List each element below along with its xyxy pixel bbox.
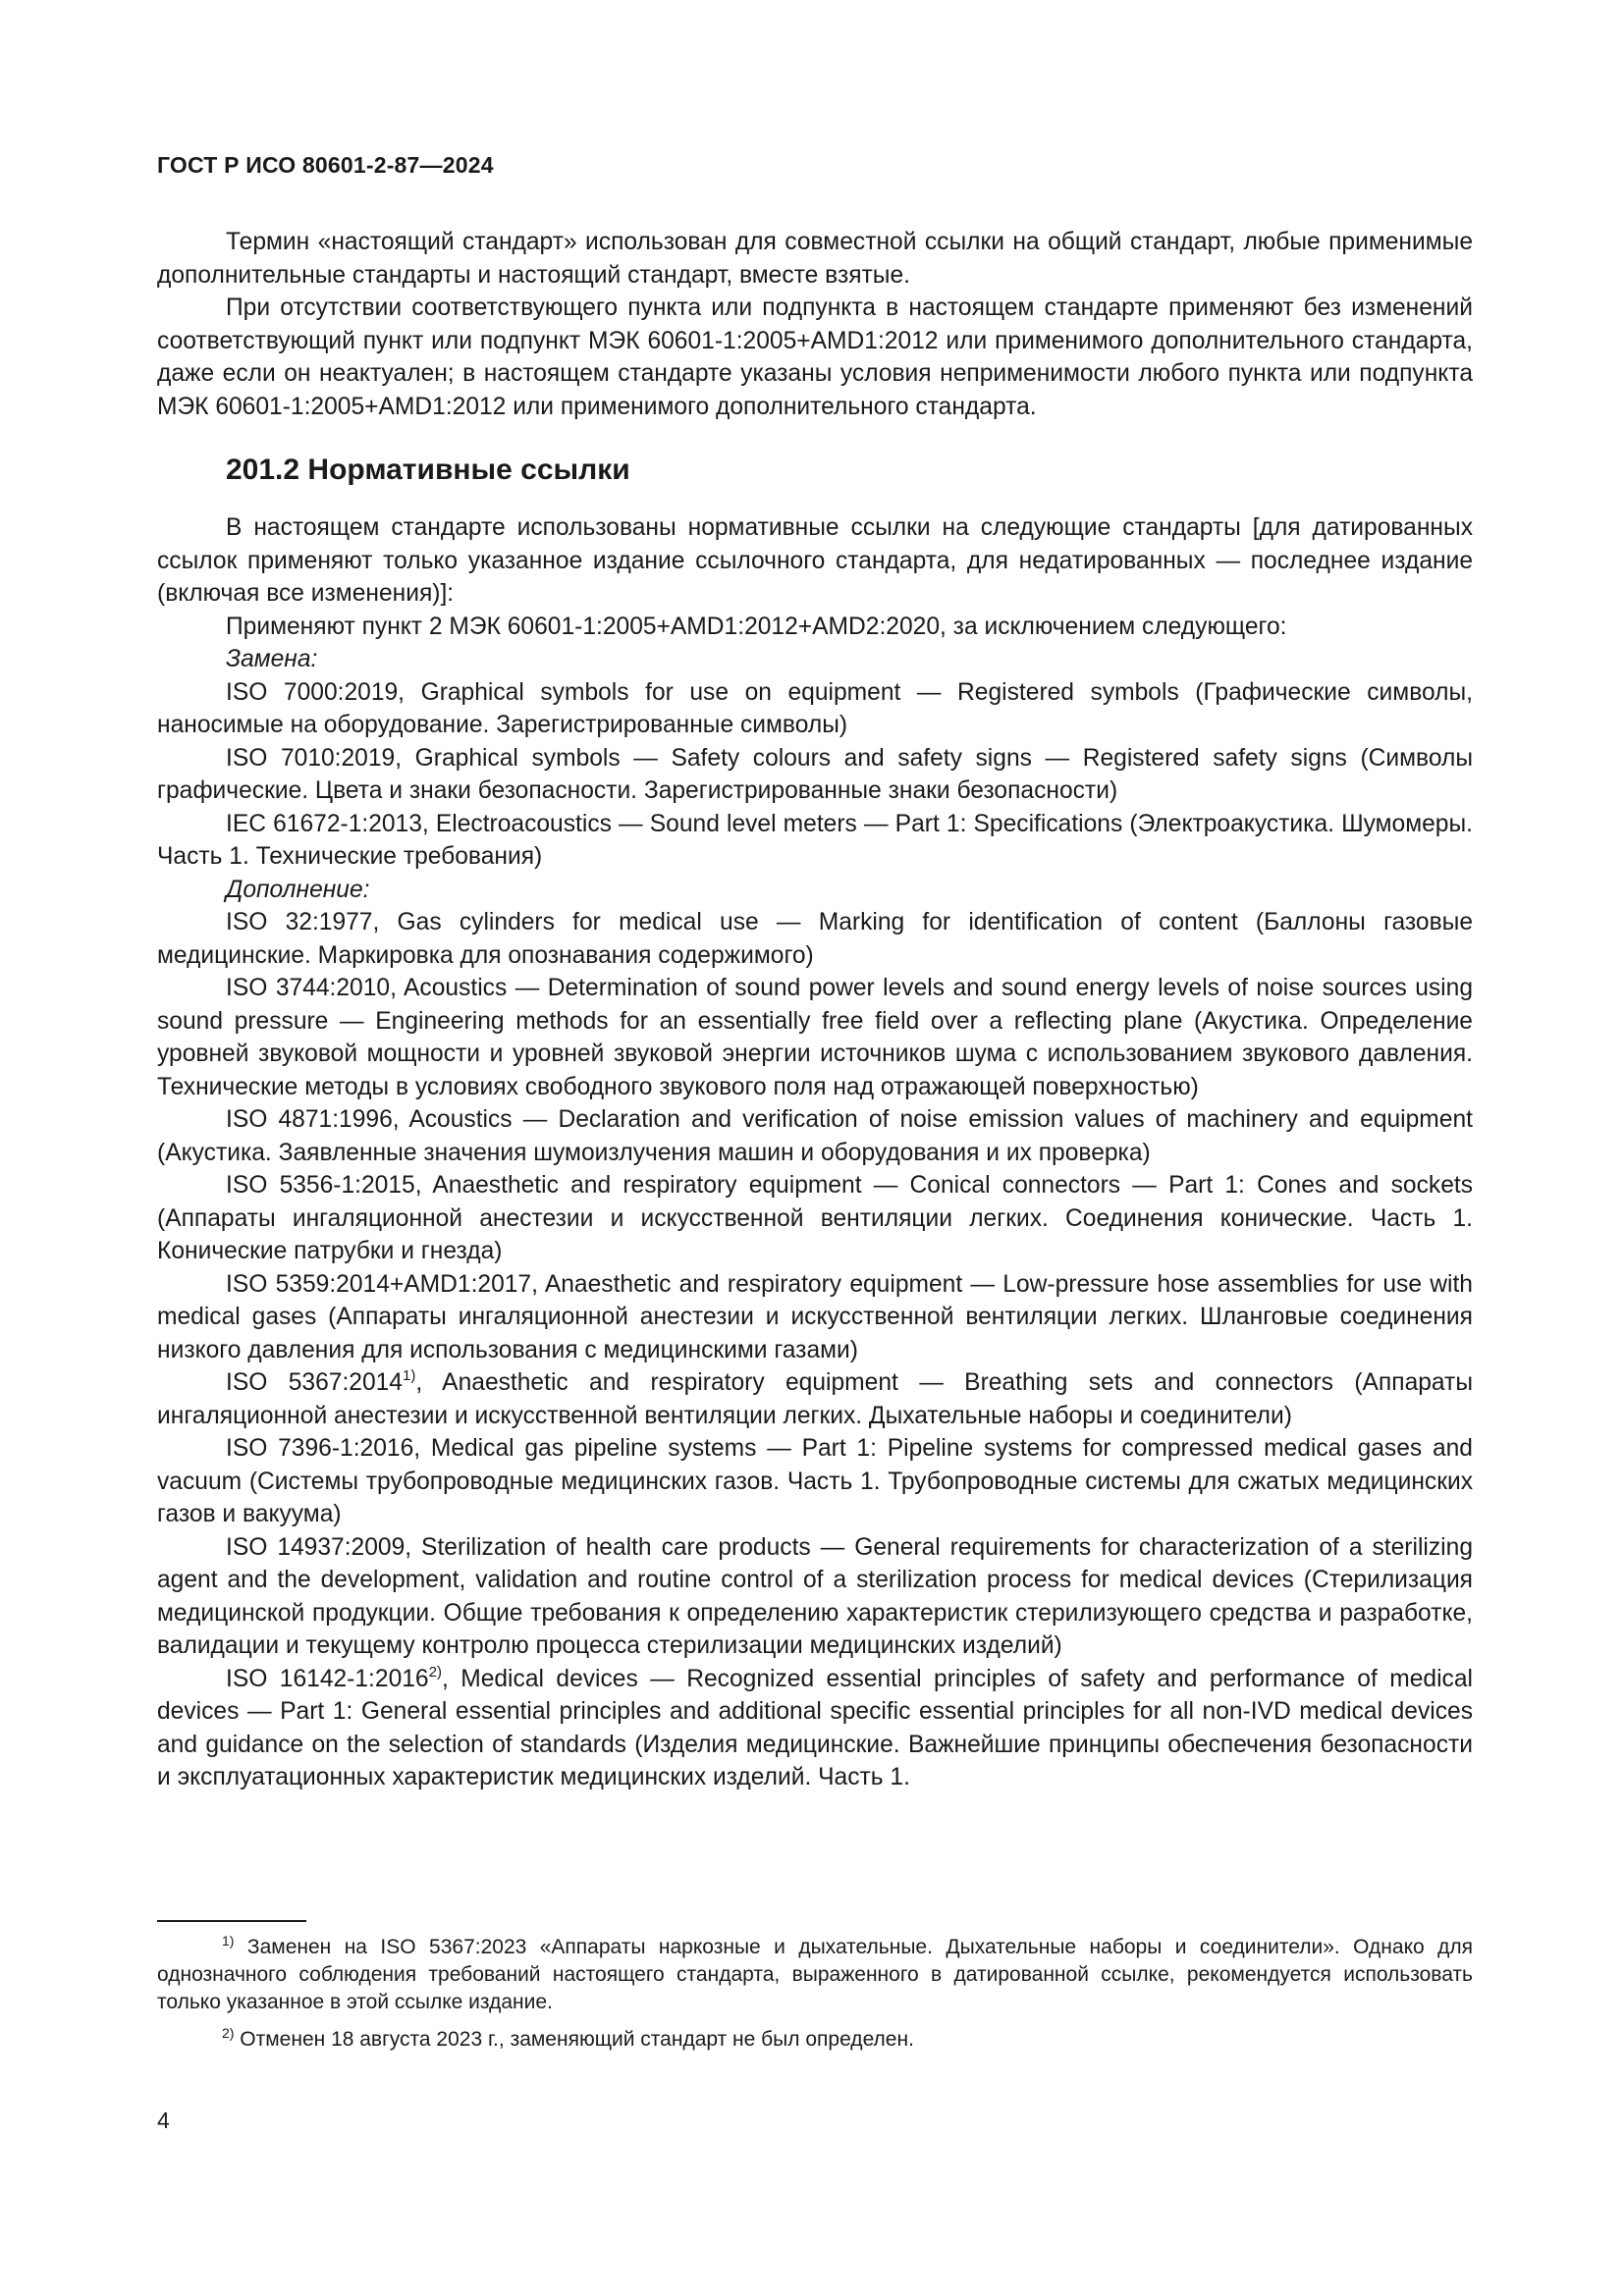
page-body [157, 226, 1473, 1794]
footnote-mark: 1) [222, 1933, 235, 1949]
reference-item: ISO 7010:2019, Graphical symbols — Safety colours and safety signs — Registered safety signs (Символы графические. Цвета и знаки безопасности. Зарегистрированные знаки безопасности) [157, 744, 1473, 804]
reference-item: ISO 5359:2014+AMD1:2017, Anaesthetic and respiratory equipment — Low-pressure hose assemblies for use with medical gases (Аппараты ингаляционной анестезии и искусственной вентиляции легких. Шланговые соединения низкого давления для использования с медицинскими газами) [157, 1270, 1473, 1363]
intro-paragraph: Термин «настоящий стандарт» использован для совместной ссылки на общий стандарт, любые применимые дополнительные стандарты и настоящий стандарт, вместе взятые. [157, 229, 1473, 289]
reference-item: IEC 61672-1:2013, Electroacoustics — Sound level meters — Part 1: Specifications (Электроакустика. Шумомеры. Часть 1. Технические требования) [157, 810, 1473, 870]
reference-item [157, 1366, 1473, 1432]
section-paragraph: В настоящем стандарте использованы нормативные ссылки на следующие стандарты [для датированных ссылок применяют только указанное издание ссылочного стандарта, для недатированных — последнее издание (включая все изменения)]: [157, 514, 1473, 607]
reference-item: ISO 14937:2009, Sterilization of health care products — General requirements for characterization of a sterilizing agent and the development, validation and routine control of a sterilization process for medical devices (Стерилизация медицинской продукции. Общие требования к определению характеристик стерилизующего средства и разработке, валидации и текущему контролю процесса стерилизации медицинских изделий) [157, 1533, 1473, 1659]
reference-item: ISO 32:1977, Gas cylinders for medical use — Marking for identification of content (Баллоны газовые медицинские. Маркировка для опознавания содержимого) [157, 909, 1473, 969]
section-paragraph: Применяют пункт 2 МЭК 60601-1:2005+AMD1:2012+AMD2:2020, за исключением следующего: [226, 613, 1287, 640]
reference-text: , Medical devices — Recognized essential principles of safety and performance of medical devices — Part 1: General essential principles and additional specific essential principles for all non-IVD medical devices and guidance on the selection of standards (Изделия медицинские. Важнейшие принципы обеспечения безопасности и эксплуатационных характеристик медицинских изделий. Часть 1. [157, 1665, 1473, 1790]
reference-id: ISO 16142-1:2016 [226, 1665, 429, 1692]
footnote-marker[interactable]: 1) [403, 1367, 416, 1384]
footnote-text: Отменен 18 августа 2023 г., заменяющий стандарт не был определен. [234, 2028, 914, 2051]
page-number: 4 [157, 2108, 170, 2133]
running-header: ГОСТ Р ИСО 80601-2-87—2024 [157, 152, 494, 178]
footnote-marker[interactable]: 2) [428, 1663, 442, 1681]
footnote-mark: 2) [222, 2025, 235, 2041]
reference-item: ISO 3744:2010, Acoustics — Determination of sound power levels and sound energy levels of noise sources using sound pressure — Engineering methods for an essentially free field over a reflecting plane (Акустика. Определение уровней звуковой мощности и уровней звуковой энергии источников шума с использованием звукового давления. Технические методы в условиях свободного звукового поля над отражающей поверхностью) [157, 975, 1473, 1100]
intro-paragraph: При отсутствии соответствующего пункта или подпункта в настоящем стандарте применяют без изменений соответствующий пункт или подпункт МЭК 60601-1:2005+AMD1:2012 или применимого дополнительного стандарта, даже если он неактуален; в настоящем стандарте указаны условия неприменимости любого пункта или подпункта МЭК 60601-1:2005+AMD1:2012 или применимого дополнительного стандарта. [157, 294, 1473, 420]
reference-item [157, 1663, 1473, 1794]
reference-item: ISO 4871:1996, Acoustics — Declaration and verification of noise emission values of machinery and equipment (Акустика. Заявленные значения шумоизлучения машин и оборудования и их проверка) [157, 1106, 1473, 1166]
reference-id: ISO 5367:2014 [226, 1369, 403, 1396]
replacement-label: Замена: [226, 646, 318, 672]
reference-item: ISO 7000:2019, Graphical symbols for use on equipment — Registered symbols (Графические символы, наносимые на оборудование. Зарегистрированные символы) [157, 678, 1473, 738]
section-heading: 201.2 Нормативные ссылки [226, 454, 630, 486]
addition-label: Дополнение: [226, 876, 370, 903]
reference-item: ISO 5356-1:2015, Anaesthetic and respiratory equipment — Conical connectors — Part 1: Cones and sockets (Аппараты ингаляционной анестезии и искусственной вентиляции легких. Соединения конические. Часть 1. Конические патрубки и гнезда) [157, 1172, 1473, 1264]
footnote-separator [157, 1920, 306, 1922]
reference-text: , Anaesthetic and respiratory equipment — Breathing sets and connectors (Аппараты ингаляционной анестезии и искусственной вентиляции легких. Дыхательные наборы и соединители) [157, 1369, 1473, 1429]
footnote [157, 1934, 1473, 2016]
reference-item: ISO 7396-1:2016, Medical gas pipeline systems — Part 1: Pipeline systems for compressed medical gases and vacuum (Системы трубопроводные медицинских газов. Часть 1. Трубопроводные системы для сжатых медицинских газов и вакуума) [157, 1435, 1473, 1527]
footnotes [157, 1934, 1473, 2063]
footnote-text: Заменен на ISO 5367:2023 «Аппараты наркозные и дыхательные. Дыхательные наборы и соединители». Однако для однозначного соблюдения требований настоящего стандарта, выраженного в датированной ссылке, рекомендуется использовать только указанное в этой ссылке издание. [157, 1936, 1473, 2013]
footnote [157, 2026, 1473, 2054]
